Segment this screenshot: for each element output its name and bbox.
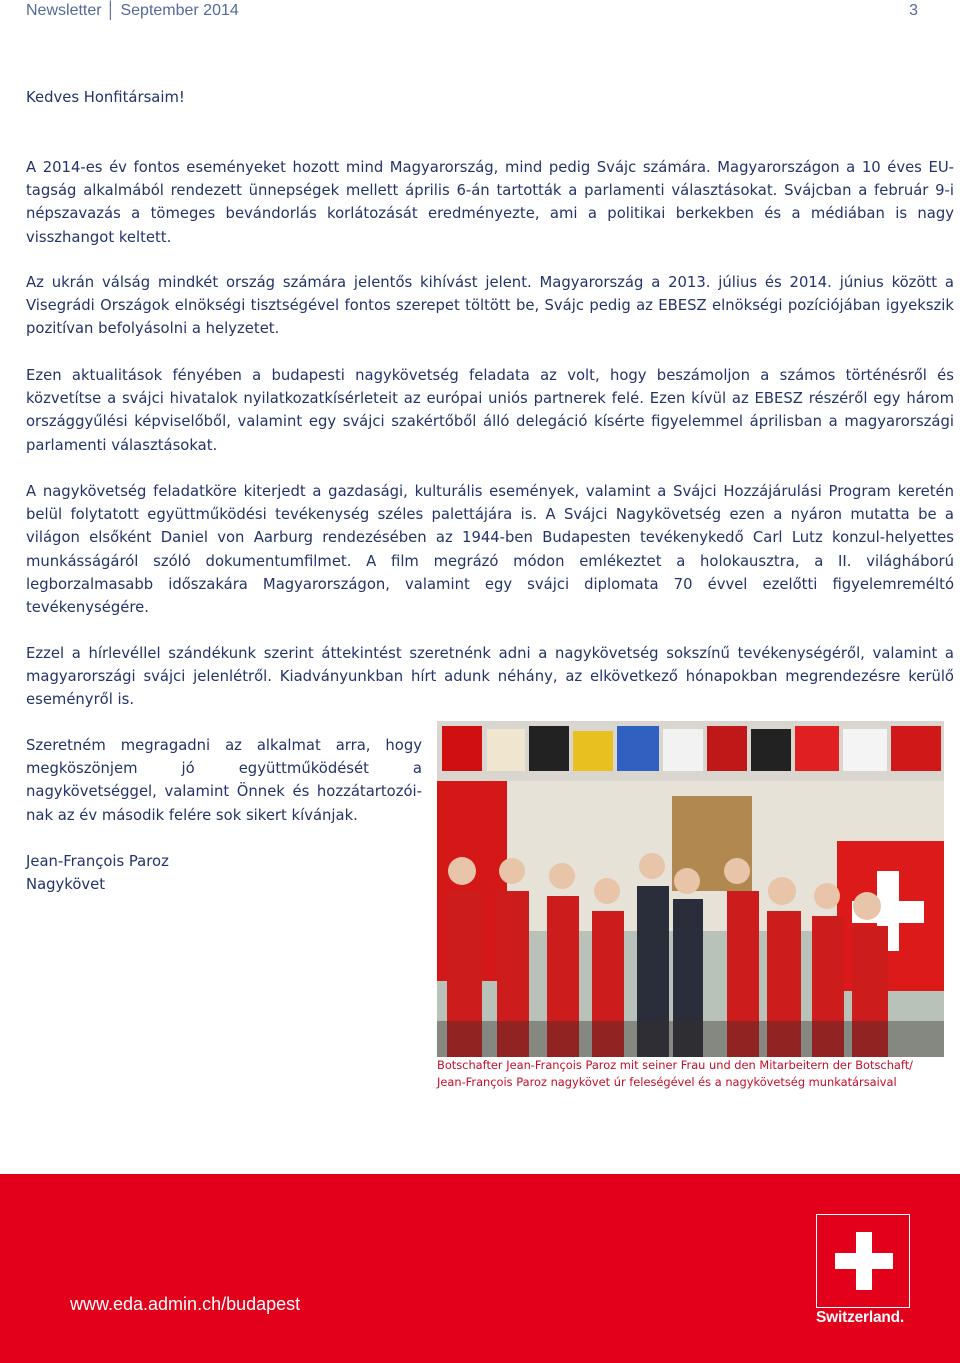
paragraph-4: A nagykövetség feladatköre kiterjedt a gazdasági, kulturális események, valamint a Svájci Hozzájárulási Program keretén belül folytatott együttműködési tevékenység széles palettájára is. A Svájci Nagykövetség ezen a nyáron mutatta be a világon elsőként Daniel von Aarburg rendezésében az 1944-ben Budapesten tevékenykedő Carl Lutz konzul-helyettes munkásságáról szóló dokumentumfilmet. A film megrázó módon emlékeztet a holokausztra, a II. világháború legborzalmasabb időszakára Magyarországon, valamint egy svájci diplomata 70 évvel ezelőtti figyelemreméltó tevékenységére. bbox=[26, 483, 954, 617]
photo-caption bbox=[437, 1057, 947, 1091]
page-number: 3 bbox=[909, 2, 918, 19]
embassy-staff-photo bbox=[437, 721, 944, 1057]
swiss-cross-icon bbox=[816, 1214, 910, 1308]
newsletter-title: Newsletter │ September 2014 bbox=[26, 2, 239, 19]
signature-title: Nagykövet bbox=[26, 876, 106, 893]
closing-paragraph: Szeretném megragadni az alkalmat arra, hogy megköszönjem jó együttműködését a nagykövetséggel, valamint Önnek és hozzátartozói-nak az év második felére sok sikert kívánjak. bbox=[26, 737, 422, 824]
greeting: Kedves Honfitársaim! bbox=[26, 89, 185, 106]
paragraph-3: Ezen aktualitások fényében a budapesti nagykövetség feladata az volt, hogy beszámoljon a számos történésről és közvetítse a svájci hivatalok nyilatkozatkísérleteit az európai uniós partnerek felé. Ezen kívül az EBESZ részéről egy három országgyűlési képviselőből, valamint egy svájci szakértőből álló delegáció kísérte figyelemmel áprilisban a magyarországi parlamenti választásokat. bbox=[26, 367, 954, 454]
paragraph-5: Ezzel a hírlevéllel szándékunk szerint áttekintést szeretnénk adni a nagykövetség sokszínű tevékenységéről, valamint a magyarországi svájci jelenlétről. Kiadványunkban hírt adunk néhány, az elkövetkező hónapokban megrendezésre kerülő eseményről is. bbox=[26, 645, 954, 709]
footer-band bbox=[0, 1174, 960, 1363]
photo-illustration bbox=[437, 721, 944, 1057]
website-link[interactable]: www.eda.admin.ch/budapest bbox=[70, 1294, 301, 1314]
paragraph-1: A 2014-es év fontos eseményeket hozott mind Magyarország, mind pedig Svájc számára. Magyarországon a 10 éves EU-tagság alkalmából rendezett ünnepségek mellett április 6-án tartották a parlamenti választásokat. Svájcban a február 9-i népszavazás a tömeges bevándorlás korlátozását eredményezte, ami a politikai berkekben és a médiában is nagy visszhangot keltett. bbox=[26, 159, 954, 246]
caption-line-hungarian: Jean-François Paroz nagykövet úr feleségével és a nagykövetség munkatársaival bbox=[437, 1075, 897, 1089]
logo-text: Switzerland. bbox=[816, 1309, 905, 1326]
caption-line-german: Botschafter Jean-François Paroz mit seiner Frau und den Mitarbeitern der Botschaft/ bbox=[437, 1058, 914, 1072]
page-header bbox=[26, 2, 918, 22]
switzerland-logo bbox=[816, 1214, 912, 1331]
paragraph-2: Az ukrán válság mindkét ország számára jelentős kihívást jelent. Magyarország a 2013. július és 2014. június között a Visegrádi Országok elnökségi tisztségével fontos szerepet töltött be, Svájc pedig az EBESZ elnökségi pozíciójában igyekszik pozitívan befolyásolni a helyzetet. bbox=[26, 274, 954, 338]
signature-name: Jean-François Paroz bbox=[26, 853, 169, 870]
